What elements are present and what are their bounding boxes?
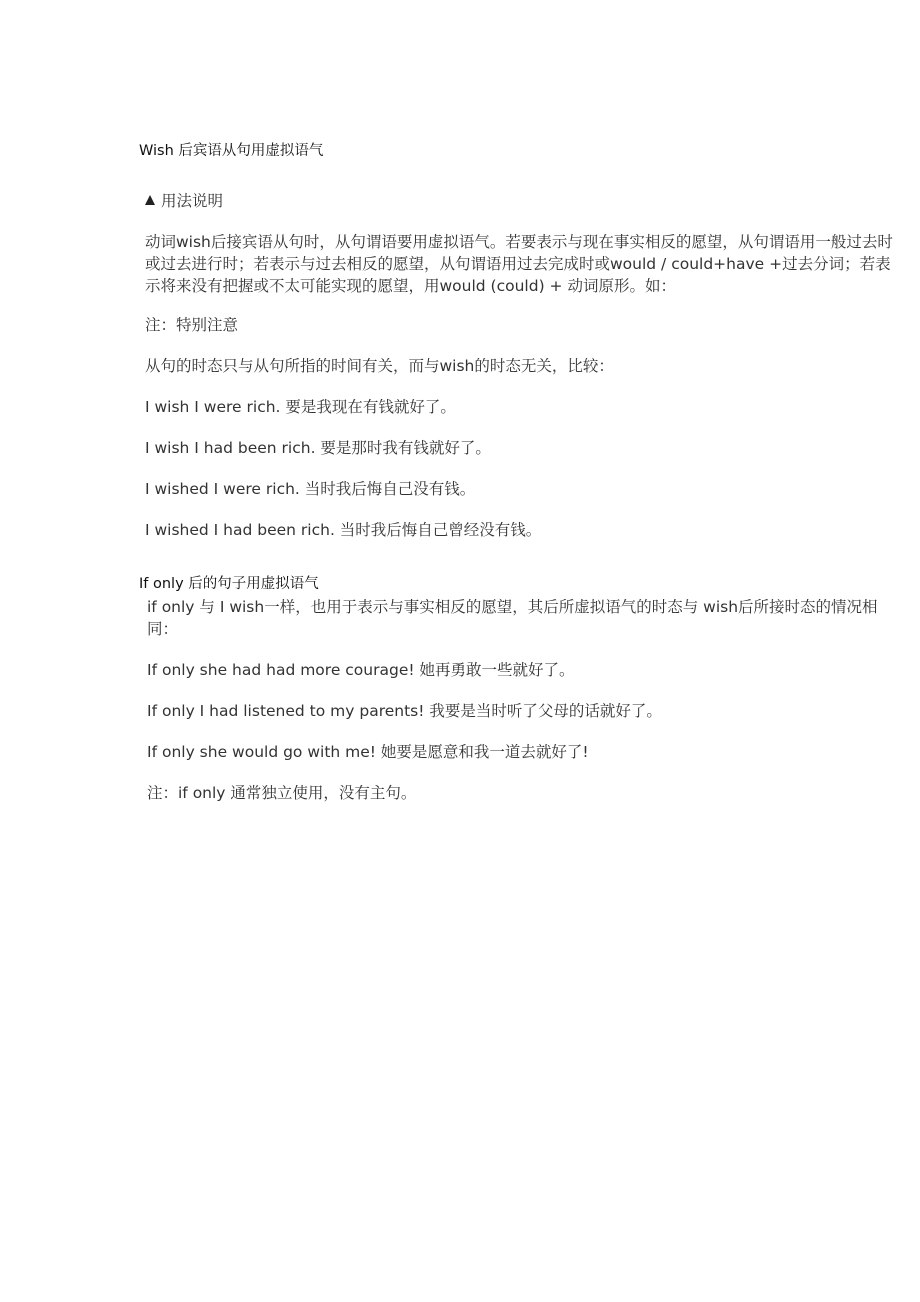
wish-example: I wish I were rich. 要是我现在有钱就好了。 <box>145 398 456 416</box>
if-only-description: if only 与 I wish一样，也用于表示与事实相反的愿望，其后所虚拟语气的时态与 wish后所接时态的情况相同： <box>147 598 878 638</box>
triangle-up-icon <box>145 195 155 205</box>
wish-example: I wished I had been rich. 当时我后悔自己曾经没有钱。 <box>145 521 542 539</box>
wish-section-body <box>145 190 897 560</box>
wish-comparison-intro: 从句的时态只与从句所指的时间有关，而与wish的时态无关，比较： <box>145 357 614 375</box>
wish-description: 动词wish后接宾语从句时，从句谓语要用虚拟语气。若要表示与现在事实相反的愿望，从句谓语用一般过去时或过去进行时；若表示与过去相反的愿望，从句谓语用过去完成时或would / could+have +过去分词；若表示将来没有把握或不太可能实现的愿望，用would (could) + 动词原形。如： <box>145 233 893 295</box>
if-only-section-body <box>147 596 899 823</box>
if-only-example: If only I had listened to my parents! 我要是当时听了父母的话就好了。 <box>147 702 662 720</box>
if-only-example: If only she would go with me! 她要是愿意和我一道去就好了! <box>147 743 589 761</box>
wish-note: 注：特别注意 <box>145 316 239 334</box>
if-only-section-heading: If only 后的句子用虚拟语气 <box>139 576 319 592</box>
wish-example: I wish I had been rich. 要是那时我有钱就好了。 <box>145 439 491 457</box>
wish-section-heading: Wish 后宾语从句用虚拟语气 <box>139 143 324 159</box>
wish-example: I wished I were rich. 当时我后悔自己没有钱。 <box>145 480 476 498</box>
if-only-note: 注：if only 通常独立使用，没有主句。 <box>147 784 417 802</box>
usage-subheading-label: 用法说明 <box>161 192 224 210</box>
usage-subheading <box>145 190 897 212</box>
if-only-example: If only she had had more courage! 她再勇敢一些就好了。 <box>147 661 575 679</box>
